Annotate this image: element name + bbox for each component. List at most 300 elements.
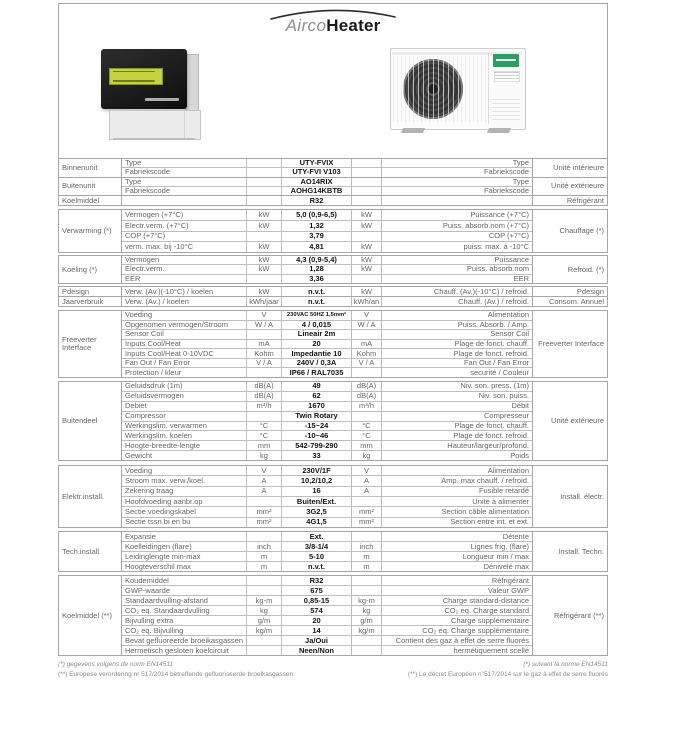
row-label-fr: Puiss. absorb.nom <box>466 265 529 274</box>
spec-row <box>122 605 532 615</box>
spec-row <box>122 585 532 595</box>
row-unit-nl <box>247 412 282 421</box>
spec-section <box>58 255 608 284</box>
group-label-fr: Install. électr. <box>532 466 607 527</box>
spec-row <box>122 440 532 450</box>
row-unit-fr <box>352 196 382 205</box>
group-label-nl: Freeverter Interface <box>59 311 122 377</box>
spec-row <box>122 401 532 411</box>
row-label-fr: Réfrigérant <box>491 576 529 585</box>
spec-row <box>122 159 532 167</box>
row-value: Twin Rotary <box>282 412 352 421</box>
row-unit-fr: kW <box>352 242 382 252</box>
group-label-nl: Binnenunit <box>59 159 122 177</box>
row-unit-nl: A <box>247 487 282 496</box>
row-unit-fr: kg <box>352 451 382 460</box>
row-unit-nl <box>247 586 282 595</box>
row-unit-nl <box>247 576 282 585</box>
group-label-fr: Réfrigérant (**) <box>532 576 607 655</box>
row-unit-fr <box>352 232 382 242</box>
row-value: n.v.t. <box>282 287 352 296</box>
row-unit-nl: mA <box>247 340 282 349</box>
row-label-fr: Longueur min / max <box>462 552 529 561</box>
row-value: 14 <box>282 626 352 635</box>
spec-row <box>122 391 532 401</box>
row-label-nl <box>122 196 247 205</box>
logo-heater-text: Heater <box>326 16 381 35</box>
row-label-nl: Leidinglengte min-max <box>122 552 247 561</box>
row-unit-fr: kg/m <box>352 626 382 635</box>
row-value: 1,32 <box>282 221 352 231</box>
spec-section <box>58 381 608 461</box>
row-unit-nl: kg <box>247 451 282 460</box>
row-label-nl: Type <box>122 178 247 186</box>
row-label-fr: Niv. son. press. (1m) <box>460 382 529 391</box>
row-label-nl: Voeding <box>122 466 247 475</box>
row-unit-fr: mm <box>352 441 382 450</box>
spec-row <box>122 329 532 339</box>
row-label-fr: Fusible retardé <box>478 486 529 496</box>
row-label-fr: Puiss. absorb.nom (+7°C) <box>442 220 529 230</box>
row-value: UTY-FVI V103 <box>282 168 352 176</box>
row-value: 62 <box>282 392 352 401</box>
footnote-fr-1: (*) suivant la norme EN14511 <box>523 661 608 668</box>
row-unit-fr: dB(A) <box>352 392 382 401</box>
row-label-fr: Type <box>512 177 529 186</box>
spec-group <box>59 466 607 527</box>
spec-row <box>122 339 532 349</box>
row-label-nl: CO₂ eq. Bijvulling <box>122 626 247 635</box>
outdoor-unit-vents <box>492 96 520 120</box>
row-value: 5,0 (0,9-6,5) <box>282 210 352 220</box>
row-unit-fr: m <box>352 562 382 571</box>
spec-row <box>122 430 532 440</box>
row-unit-nl: W / A <box>247 321 282 330</box>
spec-row <box>122 595 532 605</box>
group-rows <box>122 532 532 571</box>
row-label-nl: Sensor Coil <box>122 330 247 339</box>
row-unit-nl <box>247 187 282 195</box>
row-value: 20 <box>282 616 352 625</box>
row-unit-fr: dB(A) <box>352 382 382 391</box>
group-label-nl: Verwarming (*) <box>59 210 122 252</box>
footnote-row-1 <box>58 660 608 670</box>
row-unit-nl: kW <box>247 256 282 264</box>
row-unit-nl: kW <box>247 287 282 296</box>
group-label-nl: Buitenunit <box>59 178 122 196</box>
row-unit-nl: dB(A) <box>247 392 282 401</box>
row-unit-nl: dB(A) <box>247 382 282 391</box>
row-unit-fr <box>352 412 382 421</box>
spec-row <box>122 561 532 571</box>
spec-row <box>122 615 532 625</box>
row-label-fr: Sensor Coil <box>490 330 529 339</box>
row-value: Ext. <box>282 532 352 541</box>
row-unit-nl: V <box>247 466 282 475</box>
row-label-fr: Fan Out / Fan Error <box>463 358 529 368</box>
spec-row <box>122 178 532 186</box>
row-label-nl: Inputs Cool/Heat 0-10VDC <box>122 349 247 358</box>
row-value: 3,36 <box>282 275 352 283</box>
row-unit-nl <box>247 275 282 283</box>
row-label-nl: Type <box>122 159 247 167</box>
group-rows <box>122 382 532 460</box>
group-label-fr: Freeverter Interface <box>532 311 607 377</box>
row-unit-fr <box>352 168 382 176</box>
spec-group <box>59 177 607 196</box>
row-label-fr: Compresseur <box>483 411 529 421</box>
row-label-nl: Koudemiddel <box>122 576 247 585</box>
row-label-nl: Fan Out / Fan Error <box>122 359 247 368</box>
row-value: AO14RIX <box>282 178 352 186</box>
row-label-fr: Chauff. (Av.) / refroid. <box>458 297 529 306</box>
row-value: n.v.t. <box>282 297 352 306</box>
row-unit-nl: °C <box>247 431 282 440</box>
spec-row <box>122 297 532 306</box>
group-label-nl: Tech.install. <box>59 532 122 571</box>
group-label-nl: Pdesign <box>59 287 122 296</box>
spec-row <box>122 186 532 195</box>
group-label-nl: Jaarverbruik <box>59 297 122 306</box>
row-value: 230VAC 50HZ 1,5mm² <box>282 311 352 320</box>
row-unit-fr: m³/h <box>352 402 382 411</box>
spec-row <box>122 287 532 296</box>
spec-group <box>59 311 607 377</box>
row-unit-nl <box>247 232 282 242</box>
spec-group <box>59 256 607 283</box>
row-unit-nl: kg-m <box>247 596 282 605</box>
row-label-fr: CO₂ eq. Charge standard <box>444 606 529 615</box>
row-label-nl: Bijvulling extra <box>122 616 247 625</box>
row-unit-fr: W / A <box>352 321 382 330</box>
row-label-fr: Charge supplémentaire <box>451 616 529 625</box>
row-unit-nl: m³/h <box>247 402 282 411</box>
row-value: 3,79 <box>282 232 352 242</box>
row-label-fr: Lignes frig. (flare) <box>470 542 529 551</box>
row-unit-fr <box>352 636 382 645</box>
indoor-unit-base <box>109 110 201 140</box>
group-rows <box>122 159 532 177</box>
spec-row <box>122 576 532 585</box>
row-label-nl: Fabriekscode <box>122 187 247 195</box>
spec-section <box>58 310 608 378</box>
row-label-nl: Sectie voedingskabel <box>122 507 247 516</box>
row-label-fr: Type <box>512 159 529 168</box>
row-unit-nl <box>247 368 282 377</box>
row-label-nl: Inputs Cool/Heat <box>122 340 247 349</box>
row-label-fr: Chauff. (Av.)(-10°C) / refroid. <box>433 287 529 296</box>
spec-row <box>122 411 532 421</box>
row-label-fr: Plage de fonct. chauff. <box>454 421 529 430</box>
row-label-nl: Vermogen (+7°C) <box>122 210 247 220</box>
spec-group <box>59 296 607 306</box>
spec-section <box>58 286 608 307</box>
row-unit-fr <box>352 576 382 585</box>
row-value: 1670 <box>282 402 352 411</box>
row-label-nl: Hoogteverschil max <box>122 562 247 571</box>
row-unit-fr <box>352 646 382 655</box>
group-rows <box>122 576 532 655</box>
spec-row <box>122 231 532 242</box>
group-label-nl: Koelmiddel (**) <box>59 576 122 655</box>
row-unit-fr: g/m <box>352 616 382 625</box>
row-unit-fr: mA <box>352 340 382 349</box>
row-unit-fr <box>352 330 382 339</box>
row-unit-fr: kW <box>352 221 382 231</box>
spec-section <box>58 575 608 656</box>
spec-row <box>122 348 532 358</box>
row-unit-nl: °C <box>247 422 282 431</box>
row-unit-nl: m <box>247 562 282 571</box>
row-label-nl: Werkingslim. verwarmen <box>122 422 247 431</box>
spec-row <box>122 264 532 273</box>
row-unit-fr: kg <box>352 606 382 615</box>
row-unit-fr: °C <box>352 431 382 440</box>
row-label-fr: EER <box>513 274 529 283</box>
row-unit-fr: mm² <box>352 507 382 516</box>
spec-row <box>122 486 532 496</box>
row-label-nl: Electr.verm. (+7°C) <box>122 221 247 231</box>
row-value: Buiten/Ext. <box>282 497 352 506</box>
row-label-fr: Alimentation <box>487 311 529 320</box>
row-unit-nl: m <box>247 552 282 561</box>
outdoor-unit-grille <box>403 59 463 119</box>
group-label-fr: Réfrigérant <box>532 196 607 205</box>
row-label-nl: Bevat gefluoreerde broeikasgassen <box>122 636 247 645</box>
row-unit-nl <box>247 159 282 167</box>
row-label-fr: Section câble alimentation <box>441 507 529 516</box>
row-label-fr: Fabriekscode <box>483 186 529 196</box>
indoor-unit-side <box>185 54 199 118</box>
group-label-fr: Unité intérieure <box>532 159 607 177</box>
row-unit-nl: A <box>247 476 282 485</box>
row-unit-fr <box>352 368 382 377</box>
row-label-nl: Fabriekscode <box>122 168 247 176</box>
row-label-fr: Poids <box>510 451 529 460</box>
group-label-nl: Elektr.install. <box>59 466 122 527</box>
spec-row <box>122 274 532 283</box>
spec-row <box>122 311 532 320</box>
spec-row <box>122 320 532 330</box>
row-value: 4 / 0,015 <box>282 321 352 330</box>
row-label-nl: COP (+7°C) <box>122 232 247 242</box>
row-unit-nl: V / A <box>247 359 282 368</box>
spec-row <box>122 196 532 205</box>
row-label-nl: verm. max. bij -10°C <box>122 242 247 252</box>
row-unit-nl: inch <box>247 542 282 551</box>
group-label-fr: Unité extérieure <box>532 178 607 196</box>
row-label-fr: Contient des gaz à effet de serre fluorés <box>395 636 529 645</box>
spec-row <box>122 475 532 485</box>
row-label-nl: Expansie <box>122 532 247 541</box>
row-unit-fr <box>352 497 382 506</box>
row-label-nl: CO₂ eq. Standaardvulling <box>122 606 247 615</box>
row-label-fr: Plage de fonct. chauff. <box>454 339 529 349</box>
row-value: 4G1,5 <box>282 518 352 527</box>
footnotes <box>58 660 608 680</box>
spec-row <box>122 358 532 368</box>
row-label-nl: Voeding <box>122 311 247 320</box>
group-label-fr: Pdesign <box>532 287 607 296</box>
row-unit-nl: kW <box>247 265 282 273</box>
row-label-nl: Verw. (Av.) / koelen <box>122 297 247 306</box>
row-unit-fr: kW <box>352 210 382 220</box>
spec-row <box>122 506 532 516</box>
row-value: 16 <box>282 487 352 496</box>
page-frame <box>58 3 608 158</box>
row-unit-nl <box>247 636 282 645</box>
row-label-fr: securité / Couleur <box>470 368 529 377</box>
spec-section <box>58 158 608 206</box>
group-rows <box>122 178 532 196</box>
group-rows <box>122 297 532 306</box>
group-rows <box>122 210 532 252</box>
row-value: -10~46 <box>282 431 352 440</box>
group-label-fr: Install. Techn. <box>532 532 607 571</box>
row-unit-nl <box>247 646 282 655</box>
outdoor-unit-divider <box>488 52 489 124</box>
row-label-nl: Gewicht <box>122 451 247 460</box>
row-label-fr: puiss. max. à -10°C <box>463 242 529 252</box>
row-label-nl: Standaardvulling-afstand <box>122 596 247 605</box>
row-label-fr: Section entre int. et ext. <box>450 517 529 527</box>
row-value: 0,85-15 <box>282 596 352 605</box>
outdoor-unit-foot-left <box>401 128 425 133</box>
group-rows <box>122 256 532 283</box>
row-unit-nl: g/m <box>247 616 282 625</box>
row-label-nl: Protection / kleur <box>122 368 247 377</box>
row-unit-nl: mm <box>247 441 282 450</box>
spec-group <box>59 159 607 177</box>
row-unit-fr: kWh/an <box>352 297 382 306</box>
row-unit-nl: kW <box>247 242 282 252</box>
group-label-nl: Koeling (*) <box>59 256 122 283</box>
row-unit-nl <box>247 178 282 186</box>
row-label-nl: Verw. (Av.)(-10°C) / koelen <box>122 287 247 296</box>
spec-row <box>122 496 532 506</box>
row-unit-fr <box>352 159 382 167</box>
row-label-nl: Electr.verm. <box>122 265 247 273</box>
row-label-fr: CO₂ eq. Charge supplémentaire <box>422 626 529 635</box>
spec-row <box>122 635 532 645</box>
row-unit-fr: kW <box>352 256 382 264</box>
footnote-nl-2: (**) Europese verordering nr 517/2014 betreffende gefluoriseerde broeikasgassen <box>58 671 294 678</box>
row-unit-fr: kW <box>352 287 382 296</box>
row-label-fr: Hauteur/largeur/profond. <box>447 441 529 450</box>
row-value: 33 <box>282 451 352 460</box>
footnote-fr-2: (**) Le décret Européen n°517/2014 sur le gaz à effet de serre fluorés <box>407 671 608 678</box>
spec-group <box>59 195 607 205</box>
spec-row <box>122 450 532 460</box>
row-unit-fr: V <box>352 311 382 320</box>
row-unit-nl: Kohm <box>247 349 282 358</box>
row-label-nl: Hoofdvoeding aanbr.op <box>122 497 247 506</box>
row-unit-nl: mm² <box>247 507 282 516</box>
row-value: Ja/Oui <box>282 636 352 645</box>
row-unit-nl: kg/m <box>247 626 282 635</box>
row-label-fr: Alimentation <box>487 466 529 475</box>
row-value: Neen/Non <box>282 646 352 655</box>
spec-row <box>122 532 532 541</box>
row-value: 4,3 (0,9-5,4) <box>282 256 352 264</box>
spec-row <box>122 256 532 264</box>
footnote-row-2 <box>58 670 608 680</box>
row-unit-nl: kW <box>247 221 282 231</box>
row-unit-nl <box>247 532 282 541</box>
row-label-fr: Détente <box>502 532 529 541</box>
row-label-nl: Zekering traag <box>122 487 247 496</box>
row-label-nl: Hermetisch gesloten koelcircuit <box>122 646 247 655</box>
row-unit-nl: kW <box>247 210 282 220</box>
row-unit-nl: V <box>247 311 282 320</box>
row-label-fr: Puissance <box>494 256 529 265</box>
row-label-fr: Plage de fonct. refroid. <box>453 431 529 440</box>
indoor-unit-lcd-screen <box>109 68 163 85</box>
outdoor-unit-sticker <box>494 71 520 82</box>
row-label-fr: Valeur GWP <box>487 586 529 595</box>
row-value: -15~24 <box>282 422 352 431</box>
row-unit-fr: inch <box>352 542 382 551</box>
row-value: Impedantie 10 <box>282 349 352 358</box>
group-label-fr: Unité extérieure <box>532 382 607 460</box>
row-unit-nl <box>247 168 282 176</box>
row-label-fr: Puiss. Absorb. / Amp. <box>457 320 529 329</box>
row-label-fr: COP (+7°C) <box>488 231 529 241</box>
row-label-fr: Puissance (+7°C) <box>470 210 529 219</box>
row-unit-fr <box>352 178 382 186</box>
spec-section <box>58 465 608 528</box>
row-label-fr: Niv. son. puiss. <box>478 391 529 401</box>
row-value: AOHG14KBTB <box>282 187 352 195</box>
row-unit-fr <box>352 187 382 195</box>
row-label-nl: Compressor <box>122 412 247 421</box>
row-label-fr: Plage de fonct. refroid. <box>453 349 529 358</box>
row-unit-nl <box>247 497 282 506</box>
row-unit-fr <box>352 275 382 283</box>
row-value: 542-799-290 <box>282 441 352 450</box>
spec-group <box>59 210 607 252</box>
row-label-fr: Unité à alimenter <box>472 496 529 506</box>
row-label-nl: Hoogte-breedte-lengte <box>122 441 247 450</box>
row-value: 10,2/10,2 <box>282 476 352 485</box>
row-label-fr: Débit <box>511 401 529 411</box>
row-label-fr: Dénivelé max <box>483 562 529 571</box>
logo-airco-text: Airco <box>285 16 327 35</box>
row-label-nl: GWP-waarde <box>122 586 247 595</box>
row-value: 574 <box>282 606 352 615</box>
row-unit-nl: mm² <box>247 518 282 527</box>
group-rows <box>122 196 532 205</box>
row-value: 3G2,5 <box>282 507 352 516</box>
spec-row <box>122 466 532 475</box>
spec-group <box>59 382 607 460</box>
spec-row <box>122 625 532 635</box>
indoor-unit-foot <box>113 138 195 140</box>
row-label-nl: Geluidsdruk (1m) <box>122 382 247 391</box>
group-label-nl: Buitendeel <box>59 382 122 460</box>
row-value: UTY-FVIX <box>282 159 352 167</box>
outdoor-unit-image <box>390 40 530 138</box>
row-label-fr: Amp. max chauff. / refroid. <box>441 476 529 485</box>
row-label-nl: EER <box>122 275 247 283</box>
row-label-nl: Koelleidingen (flare) <box>122 542 247 551</box>
row-unit-nl: kg <box>247 606 282 615</box>
row-label-fr: Fabriekscode <box>483 168 529 177</box>
spec-section <box>58 209 608 253</box>
brand-logo <box>263 8 403 36</box>
row-unit-fr: kW <box>352 265 382 273</box>
row-unit-fr: A <box>352 476 382 485</box>
